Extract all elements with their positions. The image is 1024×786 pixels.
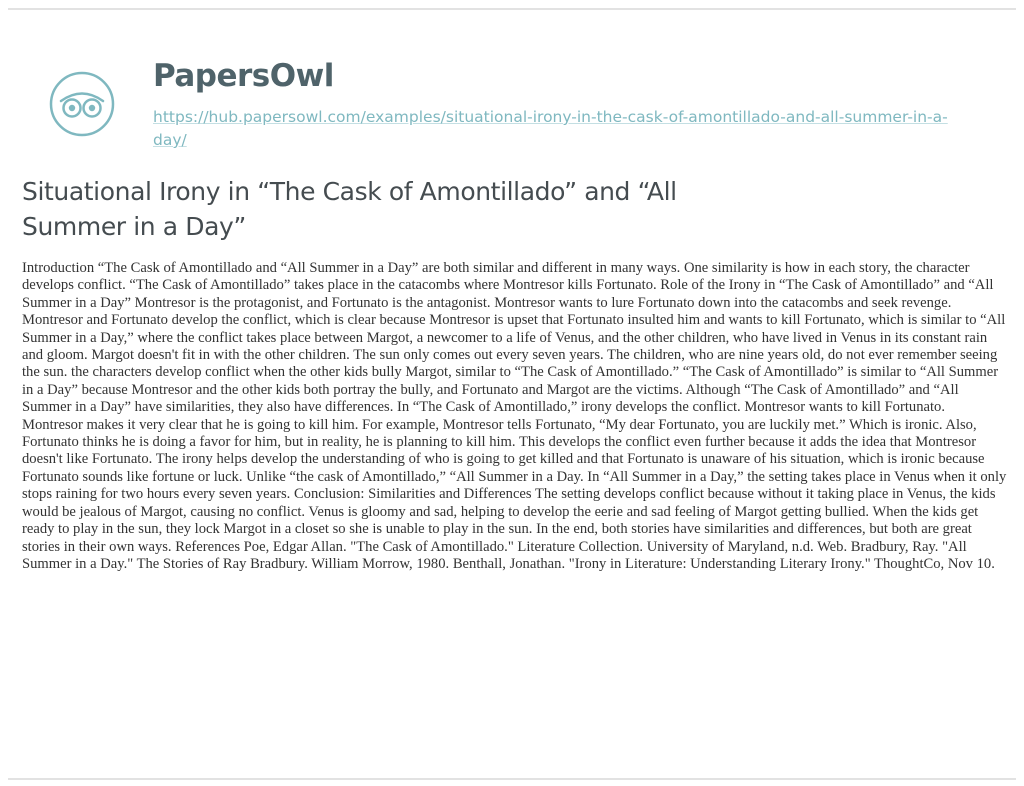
brand-name: PapersOwl: [153, 58, 334, 94]
document-body: Introduction “The Cask of Amontillado and “All Summer in a Day” are both similar and different in many ways. One similarity is how in each story, the character develops conflict. “The Cask of Amontillado” takes place in the catacombs where Montresor kills Fortunato. Role of the Irony in “The Cask of Amontillado” and “All Summer in a Day” Montresor is the protagonist, and Fortunato is the antagonist. Montresor wants to lure Fortunato down into the catacombs and seek revenge. Montresor and Fortunato develop the conflict, which is clear because Montresor is upset that Fortunato insulted him and wants to kill Fortunato, which is similar to “All Summer in a Day,” where the conflict takes place between Margot, a newcomer to a life of Venus, and the other children, who have lived in Venus in its constant rain and gloom. Margot doesn't fit in with the other children. The sun only comes out every seven years. The children, who are nine years old, do not ever remember seeing the sun. the characters develop conflict when the other kids bully Margot, similar to “The Cask of Amontillado.” “The Cask of Amontillado” is similar to “All Summer in a Day” because Montresor and the other kids both portray the bully, and Fortunato and Margot are the victims. Although “The Cask of Amontillado” and “All Summer in a Day” have similarities, they also have differences. In “The Cask of Amontillado,” irony develops the conflict. Montresor wants to kill Fortunato. Montresor makes it very clear that he is going to kill him. For example, Montresor tells Fortunato, “My dear Fortunato, you are luckily met.” Which is ironic. Also, Fortunato thinks he is doing a favor for him, but in reality, he is planning to kill him. This develops the conflict even further because it adds the idea that Montresor doesn't like Fortunato. The irony helps develop the understanding of who is going to get killed and that Fortunato is unaware of his situation, which is ironic because Fortunato sounds like fortune or luck. Unlike “the cask of Amontillado,” “All Summer in a Day. In “All Summer in a Day,” the setting takes place in Venus when it only stops raining for two hours every seven years. Conclusion: Similarities and Differences The setting develops conflict because without it taking place in Venus, the kids would be jealous of Margot, causing no conflict. Venus is gloomy and sad, helping to develop the eerie and sad feeling of Margot getting bullied. When the kids get ready to play in the sun, they lock Margot in a closet so she is unable to play in the sun. In the end, both stories have similarities and differences, but both are great stories in their own ways. References Poe, Edgar Allan. "The Cask of Amontillado." Literature Collection. University of Maryland, n.d. Web. Bradbury, Ray. "All Summer in a Day." The Stories of Ray Bradbury. William Morrow, 1980. Benthall, Jonathan. "Irony in Literature: Understanding Literary Irony." ThoughtCo, Nov 10.: [22, 260, 1007, 572]
source-link[interactable]: https://hub.papersowl.com/examples/situational-irony-in-the-cask-of-amontillado-and-all-summer-in-a-day/: [153, 108, 948, 149]
document-title: Situational Irony in “The Cask of Amontillado” and “All Summer in a Day”: [22, 177, 677, 241]
owl-eyes-icon: [48, 70, 116, 138]
top-border: [8, 8, 1016, 10]
bottom-border: [8, 778, 1016, 780]
